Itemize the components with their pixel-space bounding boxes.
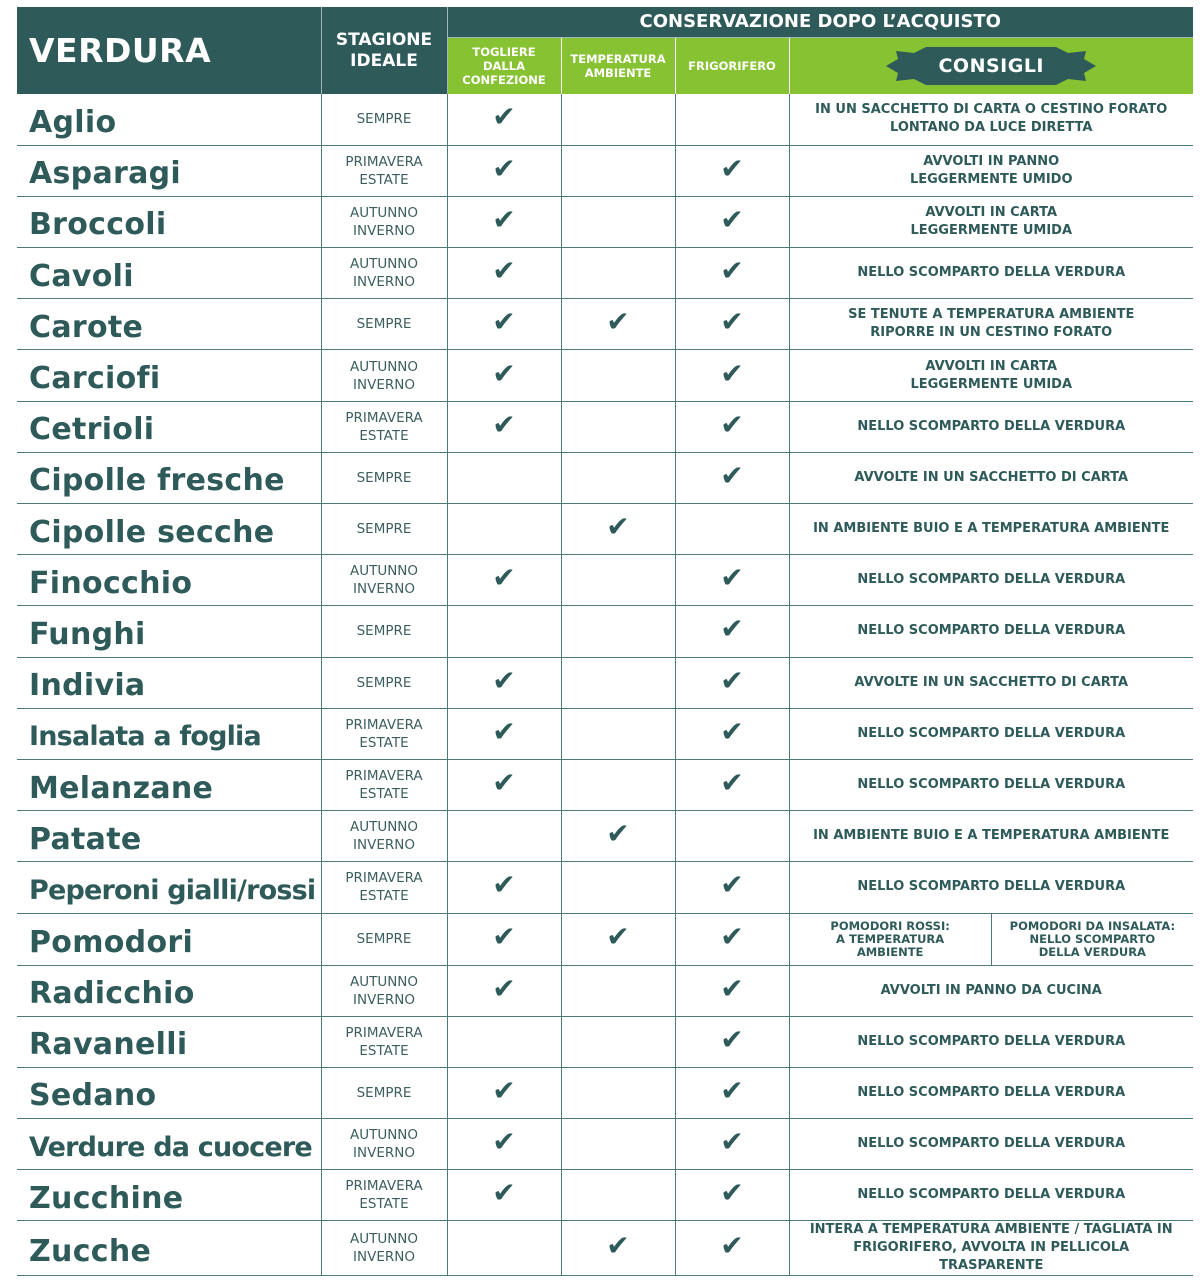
tip-text: RIPORRE IN UN CESTINO FORATO <box>870 325 1113 341</box>
tip-text: LEGGERMENTE UMIDA <box>910 222 1073 238</box>
check-cell-ambiente <box>561 862 675 913</box>
check-cell-togliere <box>447 965 561 1016</box>
season-cell <box>321 145 447 196</box>
season-text: PRIMAVERA <box>345 153 423 170</box>
header-frigorifero: FRIGORIFERO <box>675 37 789 94</box>
table-row <box>17 555 1193 606</box>
tip-cell <box>789 248 1193 299</box>
checkmark-icon: ✔ <box>492 407 516 441</box>
vegetable-name: Patate <box>17 811 321 862</box>
checkmark-icon: ✔ <box>492 305 516 339</box>
check-cell-frigo <box>675 1067 789 1118</box>
check-cell-togliere <box>447 94 561 145</box>
check-cell-togliere <box>447 299 561 350</box>
header-consigli <box>789 37 1193 94</box>
check-cell-togliere <box>447 196 561 247</box>
season-text: INVERNO <box>353 991 415 1008</box>
checkmark-icon: ✔ <box>720 407 744 441</box>
check-cell-frigo <box>675 606 789 657</box>
table-row <box>17 350 1193 401</box>
tip-split-part <box>790 914 992 965</box>
header-verdura: VERDURA <box>17 7 321 94</box>
vegetable-name: Radicchio <box>17 965 321 1016</box>
header-temperatura-line2: AMBIENTE <box>584 65 652 80</box>
checkmark-icon: ✔ <box>492 356 516 390</box>
season-text: PRIMAVERA <box>345 716 423 733</box>
header-stagione-line2: IDEALE <box>350 50 418 71</box>
header-togliere-line1: TOGLIERE <box>472 44 536 59</box>
tip-cell <box>789 299 1193 350</box>
table-row <box>17 657 1193 708</box>
tip-split-part <box>992 914 1193 965</box>
check-cell-frigo <box>675 1221 789 1276</box>
checkmark-icon: ✔ <box>720 714 744 748</box>
header-stagione-line1: STAGIONE <box>335 29 433 50</box>
vegetable-name: Cavoli <box>17 248 321 299</box>
season-text: INVERNO <box>353 222 415 239</box>
check-cell-frigo <box>675 504 789 555</box>
tip-text: SE TENUTE A TEMPERATURA AMBIENTE <box>848 307 1135 323</box>
season-text: PRIMAVERA <box>345 768 423 785</box>
checkmark-icon: ✔ <box>492 1125 516 1159</box>
tip-text: AVVOLTI IN CARTA <box>925 204 1058 220</box>
table-row <box>17 248 1193 299</box>
consigli-label: CONSIGLI <box>938 54 1045 77</box>
check-cell-ambiente <box>561 811 675 862</box>
season-cell <box>321 965 447 1016</box>
check-cell-ambiente <box>561 1016 675 1067</box>
check-cell-frigo <box>675 913 789 965</box>
checkmark-icon: ✔ <box>720 254 744 288</box>
check-cell-togliere <box>447 708 561 759</box>
table-row <box>17 196 1193 247</box>
season-text: AUTUNNO <box>349 204 419 221</box>
tip-text: LEGGERMENTE UMIDO <box>909 171 1073 187</box>
tip-text: AVVOLTI IN CARTA <box>925 358 1058 374</box>
checkmark-icon: ✔ <box>492 766 516 800</box>
season-cell <box>321 299 447 350</box>
check-cell-ambiente <box>561 1170 675 1221</box>
tip-text: NELLO SCOMPARTO DELLA VERDURA <box>857 1136 1126 1152</box>
tip-text: NELLO SCOMPARTO DELLA VERDURA <box>857 1033 1126 1049</box>
check-cell-togliere <box>447 248 561 299</box>
check-cell-ambiente <box>561 401 675 452</box>
tip-cell <box>789 759 1193 810</box>
vegetable-name: Insalata a foglia <box>17 708 321 759</box>
table-row <box>17 708 1193 759</box>
check-cell-ambiente <box>561 350 675 401</box>
tip-cell <box>789 555 1193 606</box>
check-cell-frigo <box>675 862 789 913</box>
season-text: SEMPRE <box>356 931 412 947</box>
tip-text: A TEMPERATURA <box>836 931 945 946</box>
header-togliere <box>447 37 561 94</box>
vegetable-name: Cipolle fresche <box>17 452 321 503</box>
season-cell <box>321 811 447 862</box>
check-cell-ambiente <box>561 759 675 810</box>
checkmark-icon: ✔ <box>720 202 744 236</box>
check-cell-togliere <box>447 145 561 196</box>
table-row <box>17 862 1193 913</box>
tip-cell <box>789 145 1193 196</box>
season-text: ESTATE <box>359 888 409 905</box>
check-cell-frigo <box>675 965 789 1016</box>
check-cell-frigo <box>675 1170 789 1221</box>
tip-cell <box>789 94 1193 145</box>
season-text: INVERNO <box>353 837 415 854</box>
checkmark-icon: ✔ <box>492 254 516 288</box>
season-text: AUTUNNO <box>349 1231 419 1248</box>
tip-text: AVVOLTI IN PANNO <box>923 153 1060 169</box>
checkmark-icon: ✔ <box>720 663 744 697</box>
season-text: AUTUNNO <box>349 256 419 273</box>
checkmark-icon: ✔ <box>720 971 744 1005</box>
tip-text: NELLO SCOMPARTO DELLA VERDURA <box>857 879 1126 895</box>
tip-text: NELLO SCOMPARTO <box>1029 931 1156 946</box>
table-row <box>17 299 1193 350</box>
check-cell-togliere <box>447 1016 561 1067</box>
header-conservazione: CONSERVAZIONE DOPO L’ACQUISTO <box>447 7 1193 37</box>
check-cell-ambiente <box>561 606 675 657</box>
season-cell <box>321 504 447 555</box>
check-cell-ambiente <box>561 913 675 965</box>
vegetable-name: Aglio <box>17 94 321 145</box>
checkmark-icon: ✔ <box>492 714 516 748</box>
vegetable-name: Carote <box>17 299 321 350</box>
season-text: PRIMAVERA <box>345 870 423 887</box>
check-cell-togliere <box>447 504 561 555</box>
tip-cell <box>789 606 1193 657</box>
season-cell <box>321 452 447 503</box>
season-cell <box>321 913 447 965</box>
season-text: SEMPRE <box>356 1084 412 1101</box>
tip-cell <box>789 1170 1193 1221</box>
checkmark-icon: ✔ <box>720 1229 744 1263</box>
check-cell-frigo <box>675 452 789 503</box>
season-cell <box>321 759 447 810</box>
table-row <box>17 1170 1193 1221</box>
tip-text: NELLO SCOMPARTO DELLA VERDURA <box>857 572 1126 588</box>
tip-cell <box>789 196 1193 247</box>
table-row <box>17 1016 1193 1067</box>
vegetable-name: Ravanelli <box>17 1016 321 1067</box>
check-cell-frigo <box>675 555 789 606</box>
tip-cell <box>789 350 1193 401</box>
check-cell-frigo <box>675 708 789 759</box>
checkmark-icon: ✔ <box>606 920 630 953</box>
season-text: AUTUNNO <box>349 1127 419 1144</box>
season-text: SEMPRE <box>356 623 412 640</box>
vegetable-name: Sedano <box>17 1067 321 1118</box>
checkmark-icon: ✔ <box>492 1073 516 1107</box>
tip-text: NELLO SCOMPARTO DELLA VERDURA <box>857 418 1126 434</box>
checkmark-icon: ✔ <box>720 151 744 185</box>
header-togliere-line3: CONFEZIONE <box>462 72 546 87</box>
checkmark-icon: ✔ <box>492 561 516 595</box>
tip-cell <box>789 811 1193 862</box>
check-cell-ambiente <box>561 1221 675 1276</box>
checkmark-icon: ✔ <box>492 920 516 953</box>
checkmark-icon: ✔ <box>720 305 744 339</box>
check-cell-ambiente <box>561 504 675 555</box>
check-cell-ambiente <box>561 94 675 145</box>
check-cell-ambiente <box>561 299 675 350</box>
check-cell-togliere <box>447 862 561 913</box>
vegetable-name: Peperoni gialli/rossi <box>17 862 321 913</box>
season-cell <box>321 401 447 452</box>
season-text: AUTUNNO <box>349 819 419 836</box>
table-row <box>17 913 1193 965</box>
checkmark-icon: ✔ <box>720 1022 744 1056</box>
tip-text: IN AMBIENTE BUIO E A TEMPERATURA AMBIENTE <box>813 521 1170 537</box>
tip-cell <box>789 452 1193 503</box>
season-cell <box>321 350 447 401</box>
check-cell-ambiente <box>561 555 675 606</box>
tip-text: LEGGERMENTE UMIDA <box>910 376 1073 392</box>
checkmark-icon: ✔ <box>606 817 630 851</box>
check-cell-frigo <box>675 248 789 299</box>
vegetable-name: Cetrioli <box>17 401 321 452</box>
season-cell <box>321 657 447 708</box>
check-cell-frigo <box>675 299 789 350</box>
table-body <box>17 94 1193 1276</box>
check-cell-togliere <box>447 401 561 452</box>
table-row <box>17 504 1193 555</box>
check-cell-ambiente <box>561 145 675 196</box>
tip-text: AMBIENTE <box>856 944 924 959</box>
season-text: PRIMAVERA <box>345 1024 423 1041</box>
checkmark-icon: ✔ <box>606 305 630 339</box>
season-text: PRIMAVERA <box>345 1178 423 1195</box>
check-cell-ambiente <box>561 1119 675 1170</box>
checkmark-icon: ✔ <box>492 1176 516 1210</box>
vegetable-name: Melanzane <box>17 759 321 810</box>
vegetable-name: Cipolle secche <box>17 504 321 555</box>
vegetable-name: Broccoli <box>17 196 321 247</box>
check-cell-togliere <box>447 1170 561 1221</box>
tip-text: AVVOLTE IN UN SACCHETTO DI CARTA <box>854 674 1129 690</box>
checkmark-icon: ✔ <box>720 458 744 492</box>
tip-cell <box>789 708 1193 759</box>
check-cell-togliere <box>447 1067 561 1118</box>
check-cell-frigo <box>675 657 789 708</box>
tip-cell <box>789 1016 1193 1067</box>
vegetable-name: Carciofi <box>17 350 321 401</box>
check-cell-togliere <box>447 657 561 708</box>
check-cell-ambiente <box>561 1067 675 1118</box>
tip-text: NELLO SCOMPARTO DELLA VERDURA <box>857 1084 1126 1100</box>
tip-text: NELLO SCOMPARTO DELLA VERDURA <box>857 725 1126 741</box>
tip-split-text <box>830 920 949 959</box>
season-text: AUTUNNO <box>349 973 419 990</box>
checkmark-icon: ✔ <box>606 510 630 544</box>
tip-text: POMODORI ROSSI: <box>830 918 950 933</box>
table-row <box>17 401 1193 452</box>
season-text: PRIMAVERA <box>345 409 423 426</box>
season-text: SEMPRE <box>356 316 412 333</box>
tip-cell <box>789 504 1193 555</box>
season-cell <box>321 708 447 759</box>
tip-text: INTERA A TEMPERATURA AMBIENTE / TAGLIATA IN <box>809 1222 1173 1238</box>
table-row <box>17 94 1193 145</box>
vegetable-name: Indivia <box>17 657 321 708</box>
table-row <box>17 1119 1193 1170</box>
check-cell-frigo <box>675 350 789 401</box>
check-cell-ambiente <box>561 248 675 299</box>
check-cell-frigo <box>675 1016 789 1067</box>
checkmark-icon: ✔ <box>720 920 744 953</box>
season-text: INVERNO <box>353 274 415 291</box>
checkmark-icon: ✔ <box>492 971 516 1005</box>
tip-cell <box>789 913 1193 965</box>
tip-text: NELLO SCOMPARTO DELLA VERDURA <box>857 265 1126 281</box>
tip-text: NELLO SCOMPARTO DELLA VERDURA <box>857 623 1126 639</box>
season-text: AUTUNNO <box>349 358 419 375</box>
season-cell <box>321 1016 447 1067</box>
season-cell <box>321 1067 447 1118</box>
checkmark-icon: ✔ <box>720 1125 744 1159</box>
checkmark-icon: ✔ <box>720 868 744 902</box>
season-text: INVERNO <box>353 1249 415 1266</box>
table-row <box>17 965 1193 1016</box>
checkmark-icon: ✔ <box>720 561 744 595</box>
season-text: INVERNO <box>353 1145 415 1162</box>
tip-text: IN UN SACCHETTO DI CARTA O CESTINO FORATO <box>815 102 1168 118</box>
season-cell <box>321 1221 447 1276</box>
check-cell-frigo <box>675 759 789 810</box>
vegetable-name: Finocchio <box>17 555 321 606</box>
season-text: SEMPRE <box>356 674 412 691</box>
season-text: SEMPRE <box>356 111 412 128</box>
season-cell <box>321 1170 447 1221</box>
checkmark-icon: ✔ <box>720 766 744 800</box>
tip-split <box>790 914 1194 965</box>
season-cell <box>321 606 447 657</box>
header-stagione-ideale <box>321 7 447 94</box>
checkmark-icon: ✔ <box>720 356 744 390</box>
table-row <box>17 1221 1193 1276</box>
table-row <box>17 145 1193 196</box>
vegetable-name: Funghi <box>17 606 321 657</box>
checkmark-icon: ✔ <box>720 1073 744 1107</box>
check-cell-ambiente <box>561 965 675 1016</box>
table-row <box>17 759 1193 810</box>
storage-table-sheet <box>17 7 1193 1276</box>
tip-text: DELLA VERDURA <box>1038 944 1146 959</box>
vegetable-name: Zucchine <box>17 1170 321 1221</box>
tip-cell <box>789 1119 1193 1170</box>
season-text: AUTUNNO <box>349 563 419 580</box>
check-cell-togliere <box>447 811 561 862</box>
vegetable-name: Verdure da cuocere <box>17 1119 321 1170</box>
season-text: INVERNO <box>353 581 415 598</box>
check-cell-ambiente <box>561 196 675 247</box>
tip-text: POMODORI DA INSALATA: <box>1009 918 1176 933</box>
check-cell-togliere <box>447 1119 561 1170</box>
check-cell-frigo <box>675 145 789 196</box>
check-cell-togliere <box>447 913 561 965</box>
check-cell-ambiente <box>561 708 675 759</box>
checkmark-icon: ✔ <box>492 663 516 697</box>
season-text: ESTATE <box>359 1042 409 1059</box>
table-row <box>17 811 1193 862</box>
vegetable-name: Pomodori <box>17 913 321 965</box>
tip-text: AVVOLTE IN UN SACCHETTO DI CARTA <box>854 469 1129 485</box>
tip-cell <box>789 657 1193 708</box>
check-cell-frigo <box>675 401 789 452</box>
checkmark-icon: ✔ <box>492 868 516 902</box>
season-text: ESTATE <box>359 171 409 188</box>
season-text: ESTATE <box>359 1196 409 1213</box>
vegetable-name: Asparagi <box>17 145 321 196</box>
check-cell-ambiente <box>561 657 675 708</box>
tip-text: IN AMBIENTE BUIO E A TEMPERATURA AMBIENTE <box>813 828 1170 844</box>
check-cell-togliere <box>447 555 561 606</box>
tip-cell <box>789 1221 1193 1276</box>
header-temperatura-line1: TEMPERATURA <box>570 51 666 66</box>
vegetable-name: Zucche <box>17 1221 321 1276</box>
tip-cell <box>789 401 1193 452</box>
check-cell-togliere <box>447 606 561 657</box>
check-cell-togliere <box>447 350 561 401</box>
header-temperatura-ambiente <box>561 37 675 94</box>
checkmark-icon: ✔ <box>492 100 516 134</box>
check-cell-ambiente <box>561 452 675 503</box>
header-togliere-line2: DALLA <box>482 58 525 73</box>
tip-text: NELLO SCOMPARTO DELLA VERDURA <box>857 1187 1126 1203</box>
checkmark-icon: ✔ <box>492 151 516 185</box>
season-text: SEMPRE <box>356 521 412 538</box>
season-text: ESTATE <box>359 786 409 803</box>
checkmark-icon: ✔ <box>606 1229 630 1263</box>
vegetable-storage-table <box>17 7 1193 1276</box>
check-cell-togliere <box>447 1221 561 1276</box>
tip-text: AVVOLTI IN PANNO DA CUCINA <box>880 982 1102 998</box>
season-text: ESTATE <box>359 427 409 444</box>
check-cell-frigo <box>675 811 789 862</box>
season-cell <box>321 248 447 299</box>
season-text: SEMPRE <box>356 469 412 486</box>
tip-cell <box>789 862 1193 913</box>
season-cell <box>321 94 447 145</box>
table-row <box>17 452 1193 503</box>
checkmark-icon: ✔ <box>720 1176 744 1210</box>
checkmark-icon: ✔ <box>720 612 744 646</box>
season-cell <box>321 196 447 247</box>
check-cell-togliere <box>447 759 561 810</box>
checkmark-icon: ✔ <box>492 202 516 236</box>
consigli-ribbon <box>886 47 1096 85</box>
check-cell-togliere <box>447 452 561 503</box>
tip-cell <box>789 1067 1193 1118</box>
tip-split-text <box>1010 920 1175 959</box>
season-text: INVERNO <box>353 376 415 393</box>
table-row <box>17 1067 1193 1118</box>
check-cell-frigo <box>675 94 789 145</box>
tip-text: NELLO SCOMPARTO DELLA VERDURA <box>857 777 1126 793</box>
table-row <box>17 606 1193 657</box>
season-cell <box>321 1119 447 1170</box>
tip-text: LONTANO DA LUCE DIRETTA <box>890 120 1093 136</box>
season-cell <box>321 555 447 606</box>
check-cell-frigo <box>675 1119 789 1170</box>
tip-cell <box>789 965 1193 1016</box>
season-cell <box>321 862 447 913</box>
season-text: ESTATE <box>359 734 409 751</box>
check-cell-frigo <box>675 196 789 247</box>
tip-text: FRIGORIFERO, AVVOLTA IN PELLICOLA TRASPARENTE <box>853 1240 1130 1274</box>
